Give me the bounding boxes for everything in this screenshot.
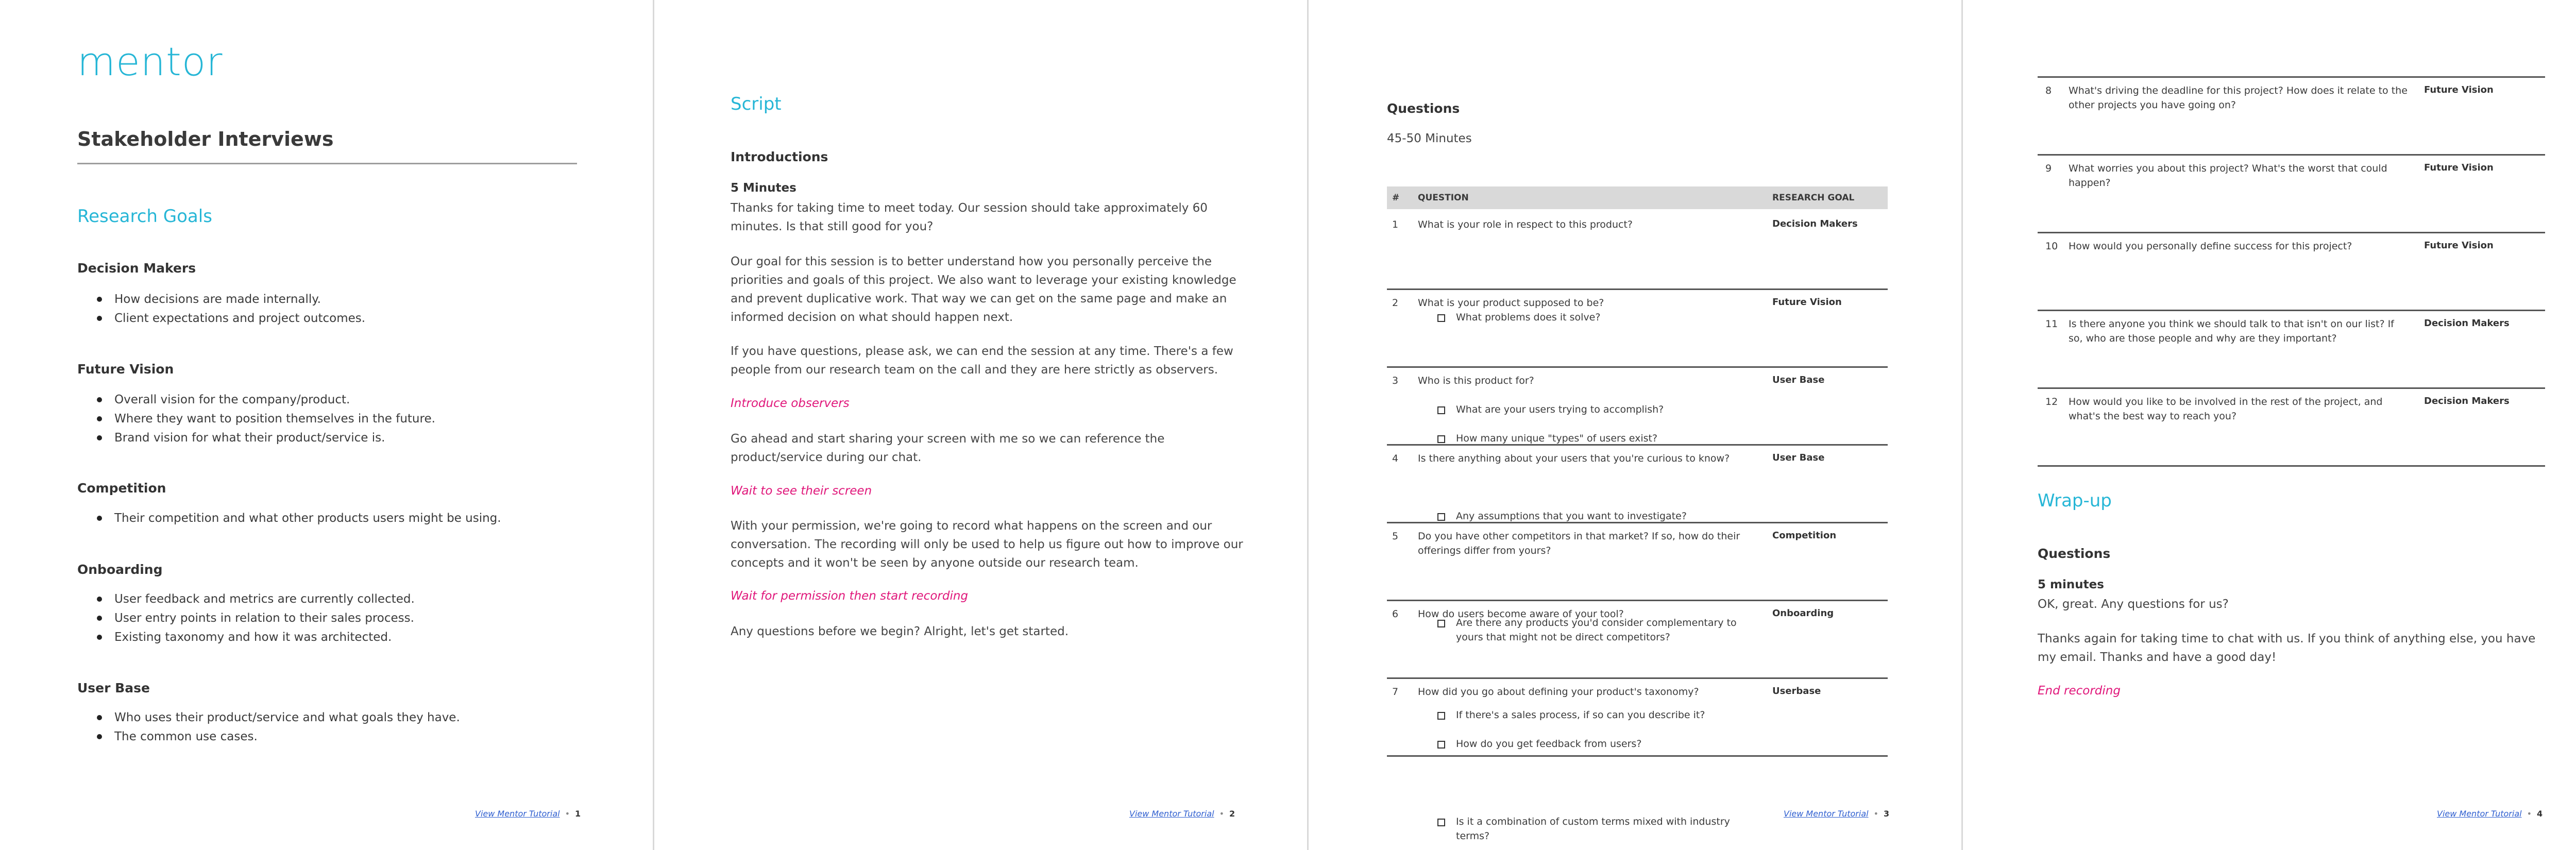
row-divider: [2038, 387, 2545, 389]
section-title-future-vision: Future Vision: [77, 362, 174, 377]
list-item: Where they want to position themselves in the future.: [77, 410, 435, 429]
section-title-user-base: User Base: [77, 681, 150, 695]
row-number: 6: [1392, 608, 1399, 620]
page-footer: [2437, 809, 2543, 819]
row-divider: [2038, 465, 2545, 467]
wrap-up-heading: Wrap-up: [2038, 490, 2112, 511]
document-page-1: [0, 0, 654, 850]
sub-question: What are your users trying to accomplish?: [1418, 402, 1758, 417]
question-text: Who is this product for?: [1418, 375, 1534, 386]
facilitator-note: Introduce observers: [731, 397, 850, 410]
view-mentor-tutorial-link[interactable]: View Mentor Tutorial: [1129, 809, 1214, 819]
research-goal: Future Vision: [1772, 297, 1842, 308]
list-item: Existing taxonomy and how it was architected.: [77, 628, 415, 647]
introductions-heading: Introductions: [731, 149, 828, 164]
list-item: Brand vision for what their product/service is.: [77, 429, 435, 448]
sub-question: Is it a combination of custom terms mixed with industry terms?: [1418, 814, 1758, 843]
question-text: How would you personally define success for this project?: [2069, 241, 2352, 252]
script-paragraph: With your permission, we're going to record what happens on the screen and our conversation. The recording will only be used to help us figure out how to improve our concepts and it won't be seen by anyone outside our research team.: [731, 519, 1243, 570]
page-footer: [1784, 809, 1889, 819]
research-goal: Onboarding: [1772, 608, 1834, 619]
page-number: 4: [2537, 809, 2543, 819]
column-header-research-goal: RESEARCH GOAL: [1772, 193, 1855, 203]
question-text: Is there anyone you think we should talk to that isn't on our list? If so, who are those people and why are they important?: [2069, 318, 2394, 344]
row-divider: [2038, 76, 2545, 78]
script-paragraph: OK, great. Any questions for us?: [2038, 598, 2229, 611]
script-paragraph: If you have questions, please ask, we can end the session at any time. There's a few people from our research team on the call and they are here strictly as observers.: [731, 345, 1233, 377]
row-number: 5: [1392, 531, 1399, 542]
facilitator-note: End recording: [2038, 684, 2121, 698]
row-number: 1: [1392, 219, 1399, 230]
list-item: Who uses their product/service and what goals they have.: [77, 708, 460, 727]
row-number: 9: [2045, 163, 2052, 174]
row-number: 12: [2045, 396, 2058, 407]
duration-label: 5 Minutes: [731, 181, 796, 195]
research-goal: Decision Makers: [2424, 396, 2510, 406]
row-divider: [1387, 755, 1888, 757]
document-title: Stakeholder Interviews: [77, 128, 334, 150]
list-item: User entry points in relation to their sales process.: [77, 609, 415, 628]
document-page-2: [654, 0, 1309, 850]
row-divider: [2038, 232, 2545, 233]
page-footer: [1129, 809, 1235, 819]
decision-makers-list: [77, 290, 365, 328]
row-divider: [1387, 366, 1888, 368]
script-paragraph: Any questions before we begin? Alright, let's get started.: [731, 625, 1069, 638]
row-number: 8: [2045, 85, 2052, 96]
row-divider: [1387, 677, 1888, 679]
question-text: What is your role in respect to this product?: [1418, 219, 1633, 230]
question-text: Is there anything about your users that you're curious to know?: [1418, 453, 1730, 464]
question-text: Do you have other competitors in that market? If so, how do their offerings differ from yours?: [1418, 531, 1740, 556]
row-number: 2: [1392, 297, 1399, 309]
view-mentor-tutorial-link[interactable]: View Mentor Tutorial: [2437, 809, 2522, 819]
row-number: 10: [2045, 241, 2058, 252]
question-text: How do users become aware of your tool?: [1418, 608, 1624, 620]
row-divider: [1387, 288, 1888, 290]
script-heading: Script: [731, 94, 782, 114]
page-footer: [475, 809, 581, 819]
question-text: What is your product supposed to be?: [1418, 297, 1604, 309]
section-title-competition: Competition: [77, 481, 166, 496]
list-item: Overall vision for the company/product.: [77, 390, 435, 410]
onboarding-list: [77, 590, 415, 647]
script-paragraph: Go ahead and start sharing your screen with me so we can reference the product/service during our chat.: [731, 432, 1165, 464]
sub-question: How do you get feedback from users?: [1418, 737, 1758, 751]
document-page-3: [1309, 0, 1963, 850]
row-divider: [2038, 154, 2545, 156]
footer-separator: •: [1873, 809, 1878, 819]
list-item: How decisions are made internally.: [77, 290, 365, 309]
row-number: 4: [1392, 453, 1399, 464]
script-paragraph: Thanks for taking time to meet today. Our session should take approximately 60 minutes. Is that still good for you?: [731, 201, 1208, 233]
question-text: What worries you about this project? What's the worst that could happen?: [2069, 163, 2387, 189]
row-number: 7: [1392, 686, 1399, 698]
future-vision-list: [77, 390, 435, 448]
research-goal: Future Vision: [2424, 84, 2494, 95]
title-divider: [77, 163, 577, 164]
row-number: 3: [1392, 375, 1399, 386]
questions-heading: Questions: [1387, 101, 1460, 116]
column-header-question: QUESTION: [1418, 193, 1469, 203]
section-title-decision-makers: Decision Makers: [77, 261, 196, 276]
sub-question: Are there any products you'd consider complementary to yours that might not be direct competitors?: [1418, 616, 1758, 644]
page-number: 3: [1884, 809, 1890, 819]
research-goal: Future Vision: [2424, 240, 2494, 251]
section-title-onboarding: Onboarding: [77, 562, 163, 577]
questions-subheading: Questions: [2038, 546, 2111, 561]
row-divider: [1387, 444, 1888, 446]
list-item: User feedback and metrics are currently collected.: [77, 590, 415, 609]
list-item: The common use cases.: [77, 727, 460, 746]
competition-list: [77, 509, 501, 528]
row-divider: [1387, 600, 1888, 601]
research-goal: User Base: [1772, 452, 1825, 463]
sub-question: What problems does it solve?: [1418, 310, 1758, 325]
mentor-logo: mentor: [77, 39, 223, 84]
row-divider: [2038, 310, 2545, 311]
research-goal: Future Vision: [2424, 162, 2494, 173]
footer-separator: •: [1219, 809, 1224, 819]
facilitator-note: Wait to see their screen: [731, 484, 872, 498]
script-paragraph: Thanks again for taking time to chat with us. If you think of anything else, you have my email. Thanks and have a good day!: [2038, 632, 2536, 664]
page-number: 1: [575, 809, 581, 819]
sub-question: How many unique "types" of users exist?: [1418, 431, 1758, 446]
list-item: Their competition and what other products users might be using.: [77, 509, 501, 528]
question-text: What's driving the deadline for this project? How does it relate to the other projects you have going on?: [2069, 85, 2408, 111]
duration-label: 45-50 Minutes: [1387, 132, 1472, 145]
document-page-4: [1963, 0, 2576, 850]
question-text: How would you like to be involved in the rest of the project, and what's the best way to reach you?: [2069, 396, 2383, 422]
row-number: 11: [2045, 318, 2058, 330]
research-goal: User Base: [1772, 375, 1825, 385]
question-text: How did you go about defining your product's taxonomy?: [1418, 686, 1699, 698]
research-goals-heading: Research Goals: [77, 206, 212, 227]
facilitator-note: Wait for permission then start recording: [731, 589, 969, 603]
user-base-list: [77, 708, 460, 746]
footer-separator: •: [565, 809, 570, 819]
page-number: 2: [1229, 809, 1235, 819]
research-goal: Competition: [1772, 530, 1837, 541]
footer-separator: •: [2527, 809, 2532, 819]
view-mentor-tutorial-link[interactable]: View Mentor Tutorial: [1784, 809, 1869, 819]
research-goal: Userbase: [1772, 686, 1821, 696]
script-paragraph: Our goal for this session is to better understand how you personally perceive the priorities and goals of this project. We also want to leverage your existing knowledge and prevent duplicative work. That way we can get on the same page and make an informed decision on what should happen next.: [731, 255, 1236, 324]
research-goal: Decision Makers: [2424, 318, 2510, 329]
research-goal: Decision Makers: [1772, 218, 1858, 229]
list-item: Client expectations and project outcomes.: [77, 309, 365, 328]
duration-label: 5 minutes: [2038, 578, 2104, 591]
sub-question: If there's a sales process, if so can you describe it?: [1418, 708, 1758, 722]
sub-question: Any assumptions that you want to investigate?: [1418, 509, 1758, 523]
row-divider: [1387, 522, 1888, 523]
view-mentor-tutorial-link[interactable]: View Mentor Tutorial: [475, 809, 560, 819]
column-header-number: #: [1392, 193, 1400, 203]
